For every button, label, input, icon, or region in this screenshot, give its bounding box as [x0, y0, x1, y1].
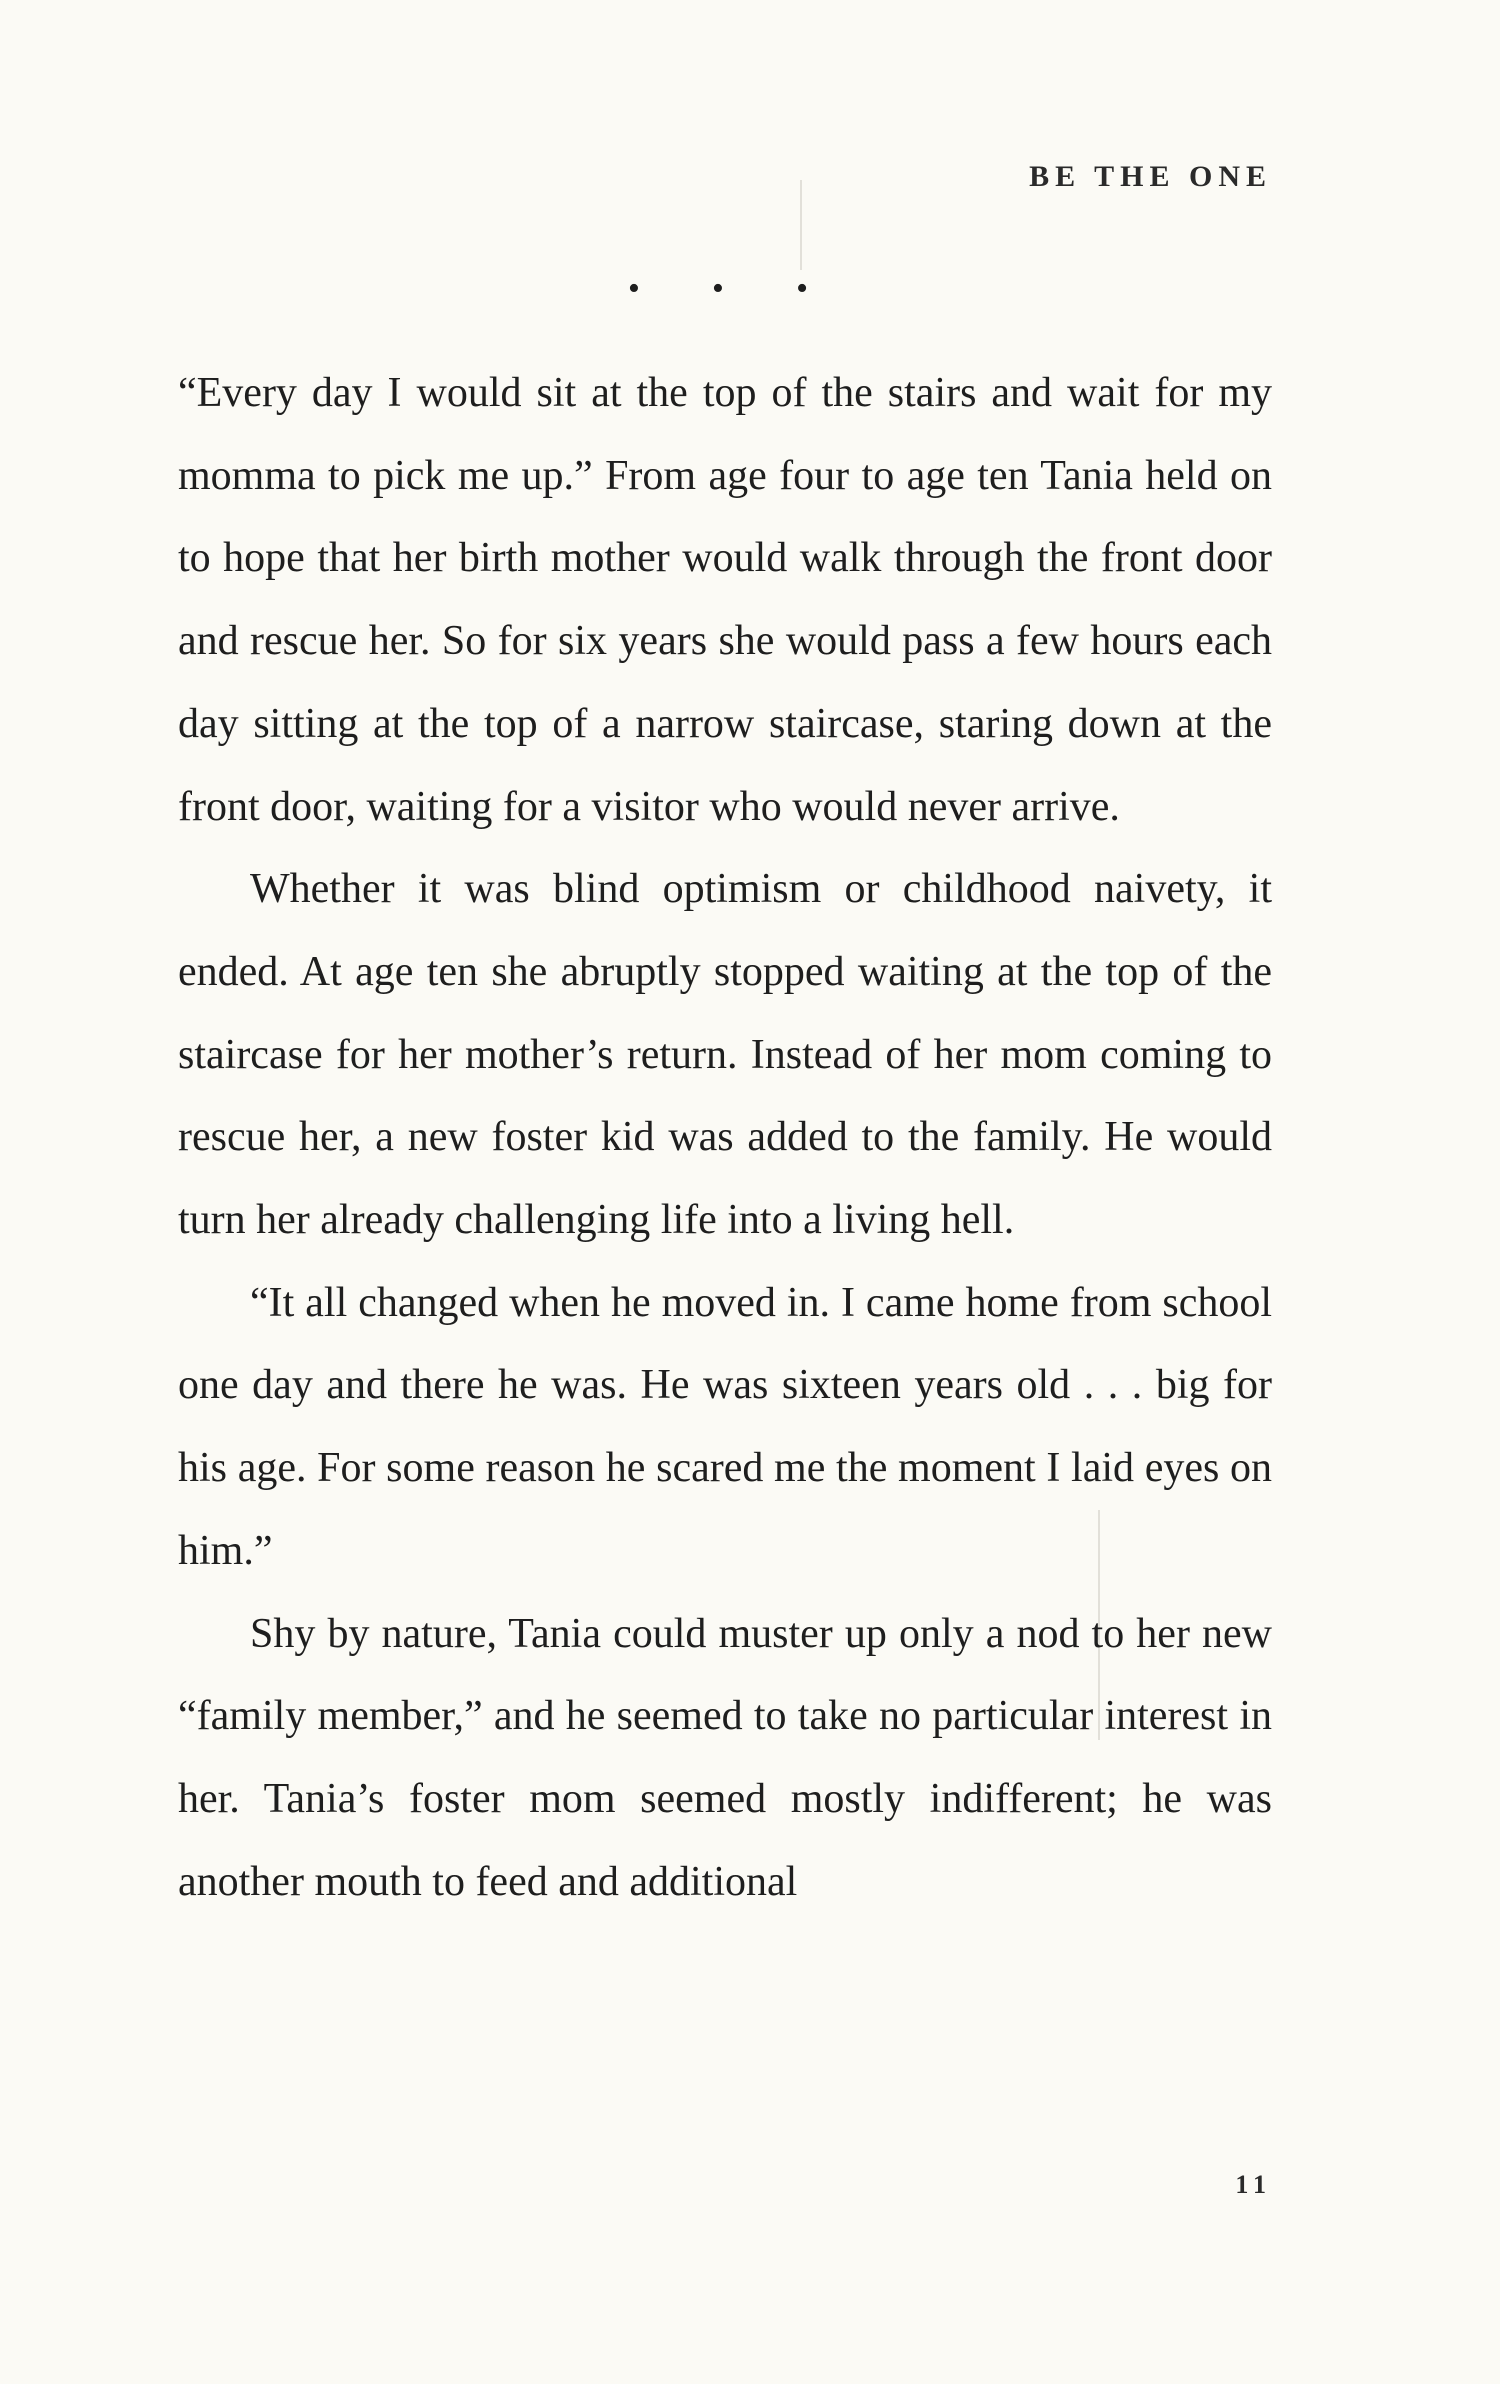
body-text [178, 352, 1272, 1923]
section-break [628, 272, 808, 306]
section-break-dot: • [628, 270, 640, 307]
running-head: BE THE ONE [1029, 160, 1272, 193]
scan-artifact [800, 180, 802, 270]
section-break-dot: • [712, 270, 724, 307]
paragraph: “Every day I would sit at the top of the stairs and wait for my momma to pick me up.” From age four to age ten Tania held on to hope that her birth mother would walk through the front door and rescue her. So for six years she would pass a few hours each day sitting at the top of a narrow staircase, staring down at the front door, waiting for a visitor who would never arrive. [178, 370, 1272, 830]
page-number: 11 [1235, 2170, 1272, 2199]
paragraph: Whether it was blind optimism or childhood naivety, it ended. At age ten she abruptly stopped waiting at the top of the staircase for her mother’s return. Instead of her mom coming to rescue her, a new foster kid was added to the family. He would turn her already challenging life into a living hell. [178, 866, 1272, 1244]
section-break-dot: • [796, 270, 808, 307]
paragraph: Shy by nature, Tania could muster up only a nod to her new “family member,” and he seemed to take no particular interest in her. Tania’s foster mom seemed mostly indifferent; he was another mouth to feed and additional [178, 1610, 1272, 1905]
paragraph: “It all changed when he moved in. I came home from school one day and there he was. He was sixteen years old . . . big for his age. For some reason he scared me the moment I laid eyes on him.” [178, 1279, 1272, 1574]
